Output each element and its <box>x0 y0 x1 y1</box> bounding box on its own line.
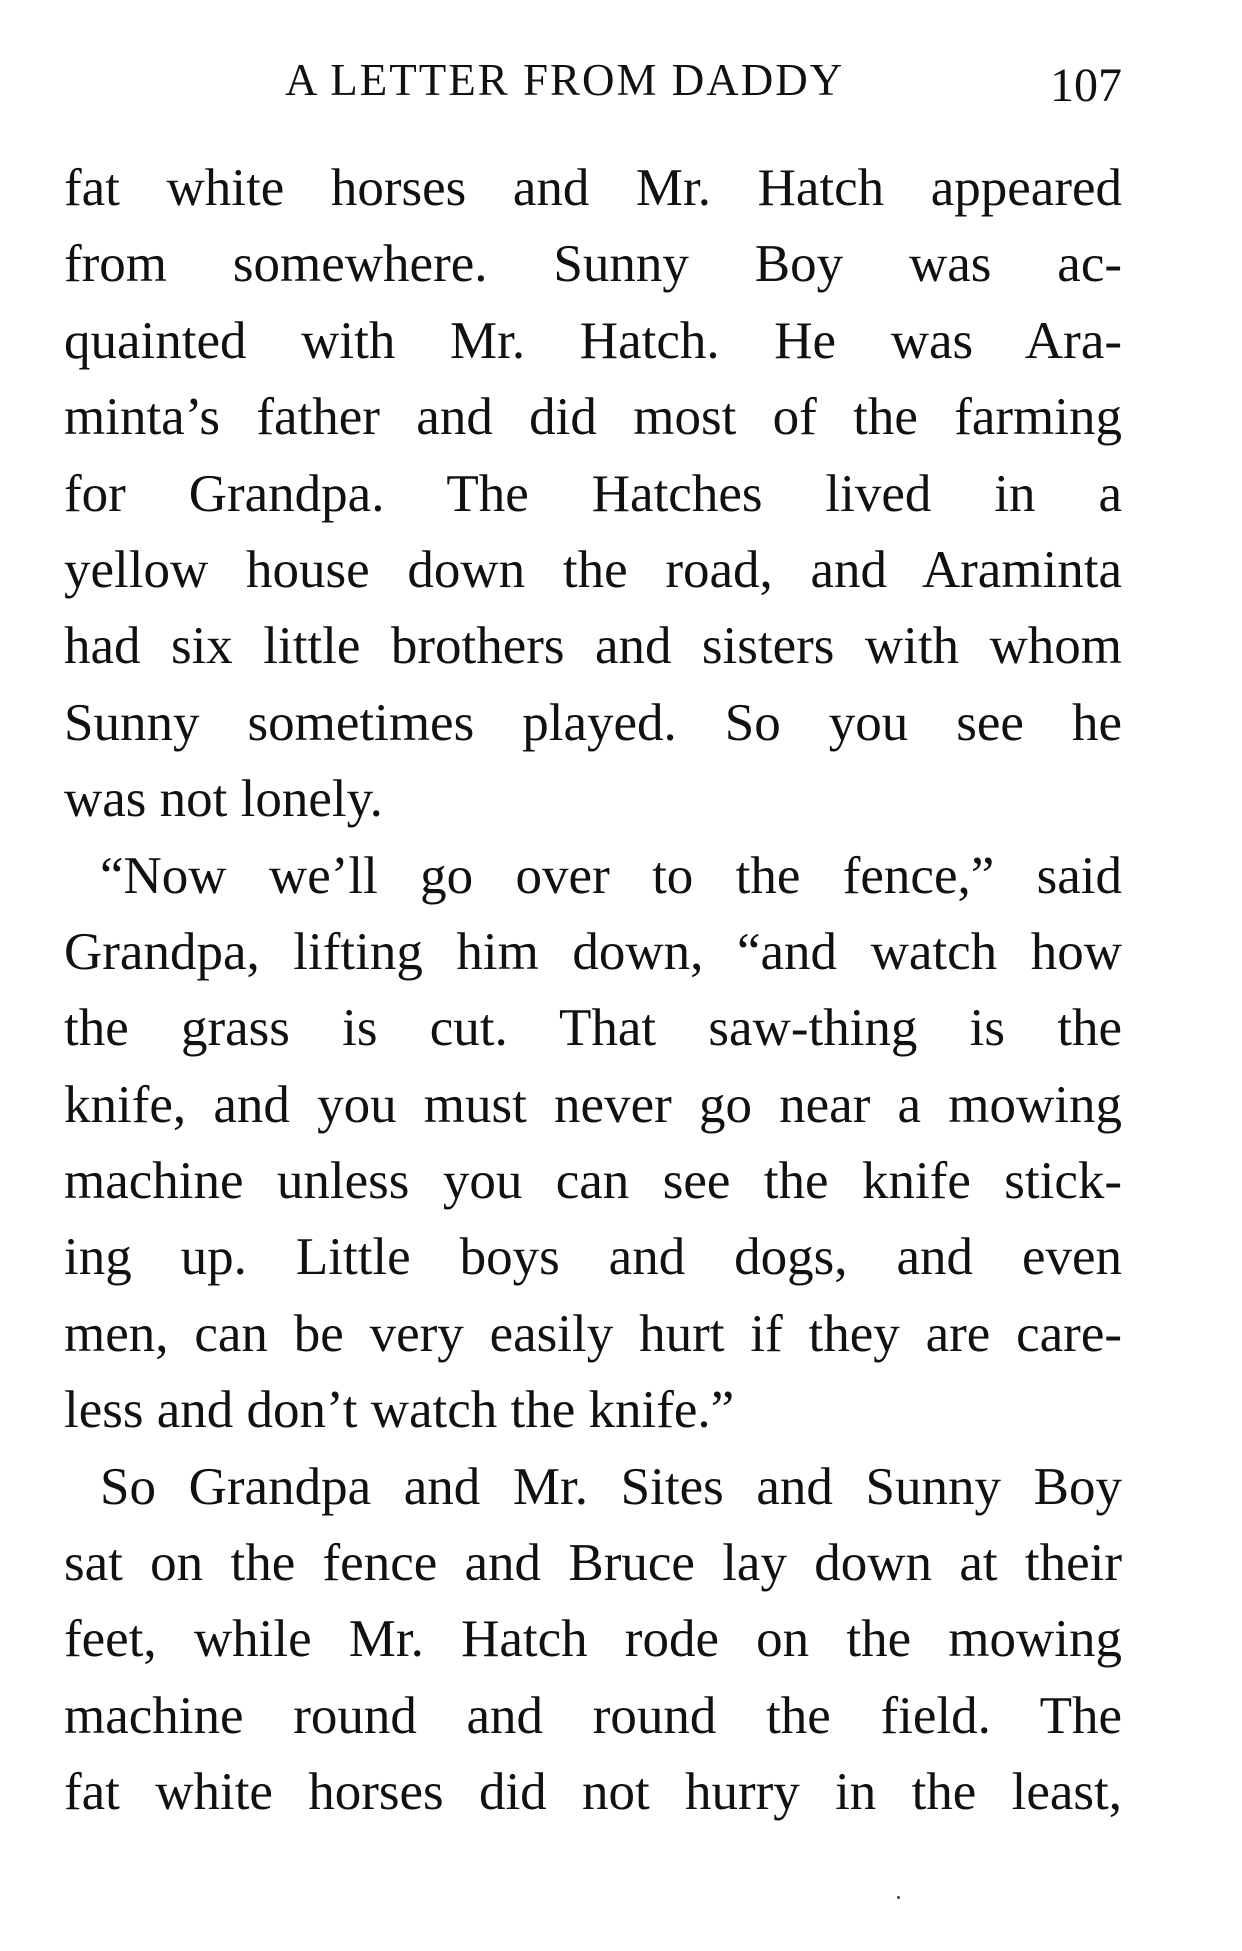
text-line: machine unless you can see the knife stick- <box>64 1152 1122 1211</box>
text-line: sat on the fence and Bruce lay down at their <box>64 1534 1122 1593</box>
text-line: men, can be very easily hurt if they are care- <box>64 1304 1122 1363</box>
text-line: Grandpa, lifting him down, “and watch how <box>64 922 1122 981</box>
page-number: 107 <box>1050 59 1122 112</box>
text-line: had six little brothers and sisters with whom <box>64 617 1122 676</box>
text-line: feet, while Mr. Hatch rode on the mowing <box>64 1610 1122 1669</box>
text-line: “Now we’ll go over to the fence,” said <box>100 846 1122 905</box>
text-line: ing up. Little boys and dogs, and even <box>64 1228 1122 1287</box>
running-title: A LETTER FROM DADDY <box>285 55 845 105</box>
text-line: the grass is cut. That saw-thing is the <box>64 999 1122 1058</box>
text-line: fat white horses did not hurry in the least, <box>64 1763 1122 1822</box>
stray-ink-mark <box>897 1896 900 1899</box>
text-line: Sunny sometimes played. So you see he <box>64 693 1122 752</box>
text-line: So Grandpa and Mr. Sites and Sunny Boy <box>100 1457 1122 1516</box>
text-line: for Grandpa. The Hatches lived in a <box>64 464 1122 523</box>
text-line: from somewhere. Sunny Boy was ac- <box>64 235 1122 294</box>
text-line: machine round and round the field. The <box>64 1686 1122 1745</box>
text-line: quainted with Mr. Hatch. He was Ara- <box>64 311 1122 370</box>
text-line: minta’s father and did most of the farming <box>64 388 1122 447</box>
page-header <box>0 48 1242 118</box>
text-line: fat white horses and Mr. Hatch appeared <box>64 159 1122 217</box>
text-line: knife, and you must never go near a mowing <box>64 1075 1122 1134</box>
text-line: was not lonely. <box>64 770 383 829</box>
text-line: less and don’t watch the knife.” <box>64 1381 735 1440</box>
text-line: yellow house down the road, and Araminta <box>64 540 1122 599</box>
body-text <box>64 150 1122 1831</box>
